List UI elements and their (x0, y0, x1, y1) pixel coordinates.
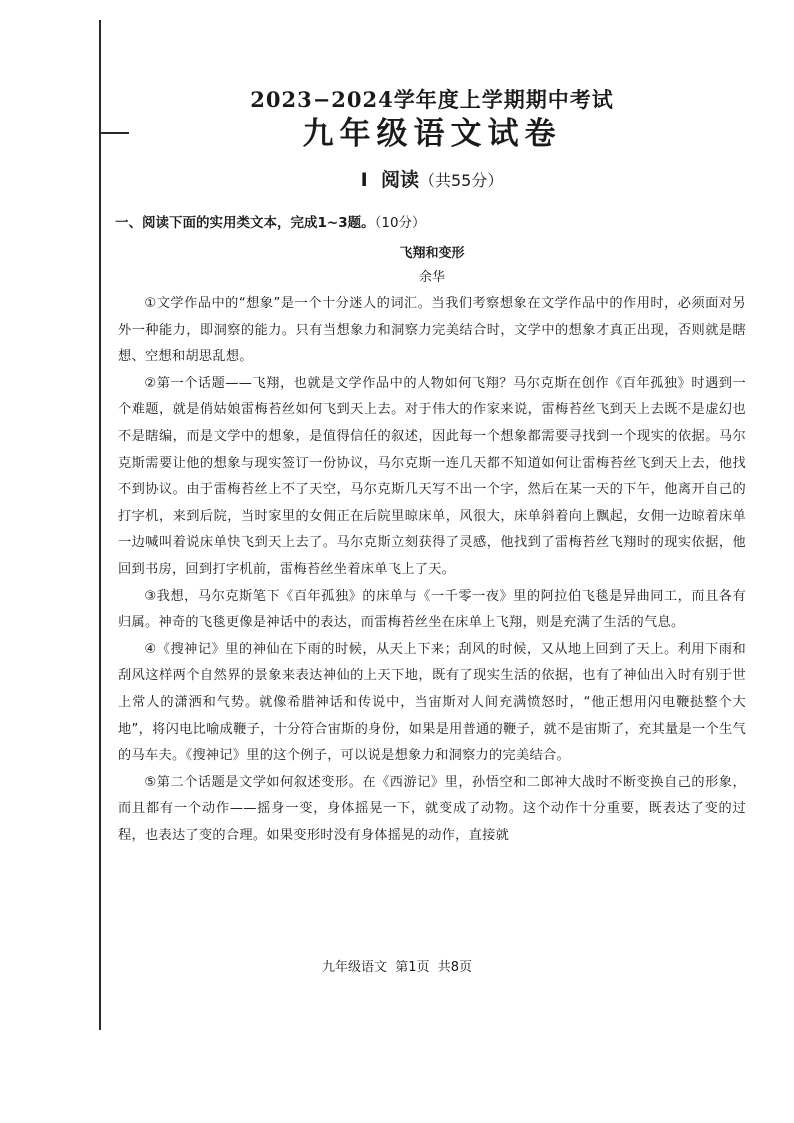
article-paragraph-3: ③我想，马尔克斯笔下《百年孤独》的床单与《一千零一夜》里的阿拉伯飞毯是异曲同工，而且各有归属。神奇的飞毯更像是神话中的表达，而雷梅苔丝坐在床单上飞翔，则是充满了生活的气息。 (118, 588, 746, 631)
part-title: I 阅读 (360, 169, 419, 191)
part-score: （共55分） (418, 171, 504, 190)
question-heading (115, 212, 746, 234)
page-footer: 九年级语文 第1页 共8页 (321, 960, 473, 975)
exam-title: 2023−2024学年度上学期期中考试 (250, 87, 614, 112)
article-paragraph-4: ④《搜神记》里的神仙在下雨的时候，从天上下来；刮风的时候，又从地上回到了天上。利用下雨和刮风这样两个自然界的景象来表达神仙的上天下地，既有了现实生活的依据，也有了神仙出入时有别于世上常人的潇洒和气势。就像希腊神话和传说中，当宙斯对人间充满愤怒时，“他正想用闪电鞭挞整个大地”，将闪电比喻成鞭子，十分符合宙斯的身份，如果是用普通的鞭子，就不是宙斯了，充其量是一个生气的马车夫。《搜神记》里的这个例子，可以说是想象力和洞察力的完美结合。 (118, 641, 746, 764)
question-points: （10分） (374, 215, 426, 231)
question-instruction: 一、阅读下面的实用类文本，完成1~3题。 (115, 215, 375, 231)
part-heading (118, 166, 746, 195)
article-author: 余华 (418, 270, 445, 285)
paper-title: 九年级语文试卷 (302, 116, 562, 152)
article-paragraph-2: ②第一个话题——飞翔，也就是文学作品中的人物如何飞翔？马尔克斯在创作《百年孤独》时遇到一个难题，就是俏姑娘雷梅苔丝如何飞到天上去。对于伟大的作家来说，雷梅苔丝飞到天上去既不是虚幻也不是瞎编，而是文学中的想象，是值得信任的叙述，因此每一个想象都需要寻找到一个现实的依据。马尔克斯需要让他的想象与现实签订一份协议，马尔克斯一连几天都不知道如何让雷梅苔丝飞到天上去，他找不到协议。由于雷梅苔丝上不了天空，马尔克斯几天写不出一个字，然后在某一天的下午，他离开自己的打字机，来到后院，当时家里的女佣正在后院里晾床单，风很大，床单斜着向上飘起，女佣一边晾着床单一边喊叫着说床单快飞到天上去了。马尔克斯立刻获得了灵感，他找到了雷梅苔丝飞翔时的现实依据，他回到书房，回到打字机前，雷梅苔丝坐着床单飞上了天。 (118, 375, 746, 577)
binding-margin-line (99, 20, 101, 1030)
page-content (115, 86, 746, 849)
article-paragraph-1: ①文学作品中的“想象”是一个十分迷人的词汇。当我们考察想象在文学作品中的作用时，必须面对另外一种能力，即洞察的能力。只有当想象力和洞察力完美结合时，文学中的想象才真正出现，否则就是瞎想、空想和胡思乱想。 (118, 296, 746, 365)
article-paragraph-5: ⑤第二个话题是文学如何叙述变形。在《西游记》里，孙悟空和二郎神大战时不断变换自己的形象，而且都有一个动作——摇身一变，身体摇晃一下，就变成了动物。这个动作十分重要，既表达了变的过程，也表达了变的合理。如果变形时没有身体摇晃的动作，直接就 (118, 774, 746, 843)
article-title: 飞翔和变形 (399, 246, 465, 261)
